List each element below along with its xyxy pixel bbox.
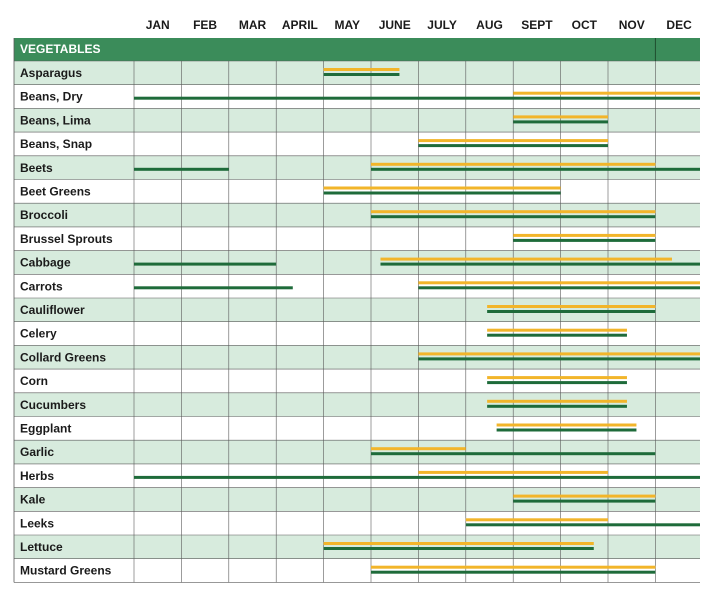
- vegetable-label: Garlic: [20, 445, 55, 460]
- vegetable-label: Beans, Lima: [20, 113, 91, 128]
- green-bar: [487, 381, 627, 384]
- month-label: APRIL: [281, 18, 318, 32]
- row-band: [14, 108, 700, 132]
- vegetable-label: Brussel Sprouts: [20, 231, 113, 246]
- green-bar: [513, 500, 655, 503]
- vegetable-label: Carrots: [20, 279, 63, 294]
- yellow-bar: [513, 234, 655, 237]
- row-band: [14, 203, 700, 227]
- month-label: MAR: [238, 18, 267, 32]
- vegetable-label: Herbs: [20, 468, 55, 483]
- green-bar: [134, 263, 276, 266]
- yellow-bar: [371, 210, 655, 213]
- yellow-bar: [371, 566, 655, 569]
- vegetable-label: Leeks: [20, 516, 55, 531]
- vegetable-label: Beans, Snap: [20, 137, 93, 152]
- yellow-bar: [487, 400, 627, 403]
- yellow-bar: [466, 518, 608, 521]
- vegetable-label: Beets: [20, 160, 53, 175]
- section-header-band: [14, 38, 700, 61]
- month-label: JULY: [427, 18, 457, 32]
- vegetable-label: Collard Greens: [20, 350, 107, 365]
- green-bar: [497, 429, 637, 432]
- row-band: [14, 393, 700, 417]
- green-bar: [487, 405, 627, 408]
- green-bar: [418, 286, 700, 289]
- green-bar: [324, 73, 400, 76]
- yellow-bar: [324, 68, 400, 71]
- yellow-bar: [324, 187, 561, 190]
- month-label: MAY: [334, 18, 361, 32]
- yellow-bar: [418, 281, 700, 284]
- green-bar: [371, 168, 700, 171]
- green-bar: [418, 357, 700, 360]
- row-band: [14, 298, 700, 322]
- green-bar: [371, 571, 655, 574]
- vegetable-label: Broccoli: [20, 208, 69, 223]
- month-axis: [146, 18, 692, 32]
- row-band: [14, 251, 700, 275]
- green-bar: [513, 120, 608, 123]
- green-bar: [487, 334, 627, 337]
- month-label: AUG: [476, 18, 503, 32]
- yellow-bar: [371, 447, 466, 450]
- section-title: VEGETABLES: [20, 42, 101, 56]
- vegetable-label: Beet Greens: [20, 184, 91, 199]
- month-label: NOV: [618, 18, 645, 32]
- green-bar: [371, 452, 655, 455]
- month-label: JUNE: [378, 18, 411, 32]
- vegetable-label: Mustard Greens: [20, 563, 112, 578]
- month-label: FEB: [193, 18, 218, 32]
- vegetable-label: Cabbage: [20, 255, 71, 270]
- yellow-bar: [497, 424, 637, 427]
- month-label: DEC: [666, 18, 692, 32]
- green-bar: [324, 547, 594, 550]
- green-bar: [487, 310, 655, 313]
- yellow-bar: [324, 542, 594, 545]
- green-bar: [380, 263, 700, 266]
- row-band: [14, 156, 700, 180]
- green-bar: [134, 168, 229, 171]
- yellow-bar: [371, 163, 655, 166]
- yellow-bar: [513, 115, 608, 118]
- row-band: [14, 345, 700, 369]
- row-band: [14, 61, 700, 85]
- month-label: SEPT: [521, 18, 553, 32]
- yellow-bar: [418, 352, 700, 355]
- green-bar: [371, 215, 655, 218]
- row-band: [14, 535, 700, 559]
- row-band: [14, 488, 700, 512]
- vegetable-label: Cauliflower: [20, 303, 85, 317]
- vegetable-label: Beans, Dry: [20, 89, 83, 104]
- vegetable-label: Kale: [20, 492, 46, 507]
- vegetable-label: Lettuce: [20, 540, 63, 554]
- green-bar: [134, 286, 293, 289]
- yellow-bar: [487, 329, 627, 332]
- yellow-bar: [513, 92, 700, 95]
- yellow-bar: [487, 305, 655, 308]
- yellow-bar: [418, 471, 608, 474]
- yellow-bar: [418, 139, 608, 142]
- vegetable-label: Celery: [20, 326, 57, 341]
- vegetable-label: Corn: [20, 374, 48, 389]
- green-bar: [134, 476, 700, 479]
- yellow-bar: [513, 495, 655, 498]
- yellow-bar: [380, 258, 672, 261]
- vegetable-label: Cucumbers: [20, 397, 87, 412]
- row-band: [14, 440, 700, 464]
- green-bar: [134, 97, 700, 100]
- vegetable-label: Eggplant: [20, 421, 72, 436]
- green-bar: [324, 192, 561, 195]
- month-label: JAN: [145, 18, 170, 32]
- yellow-bar: [487, 376, 627, 379]
- green-bar: [466, 523, 700, 526]
- month-label: OCT: [571, 18, 597, 32]
- vegetable-label: Asparagus: [20, 66, 83, 80]
- green-bar: [418, 144, 608, 147]
- green-bar: [513, 239, 655, 242]
